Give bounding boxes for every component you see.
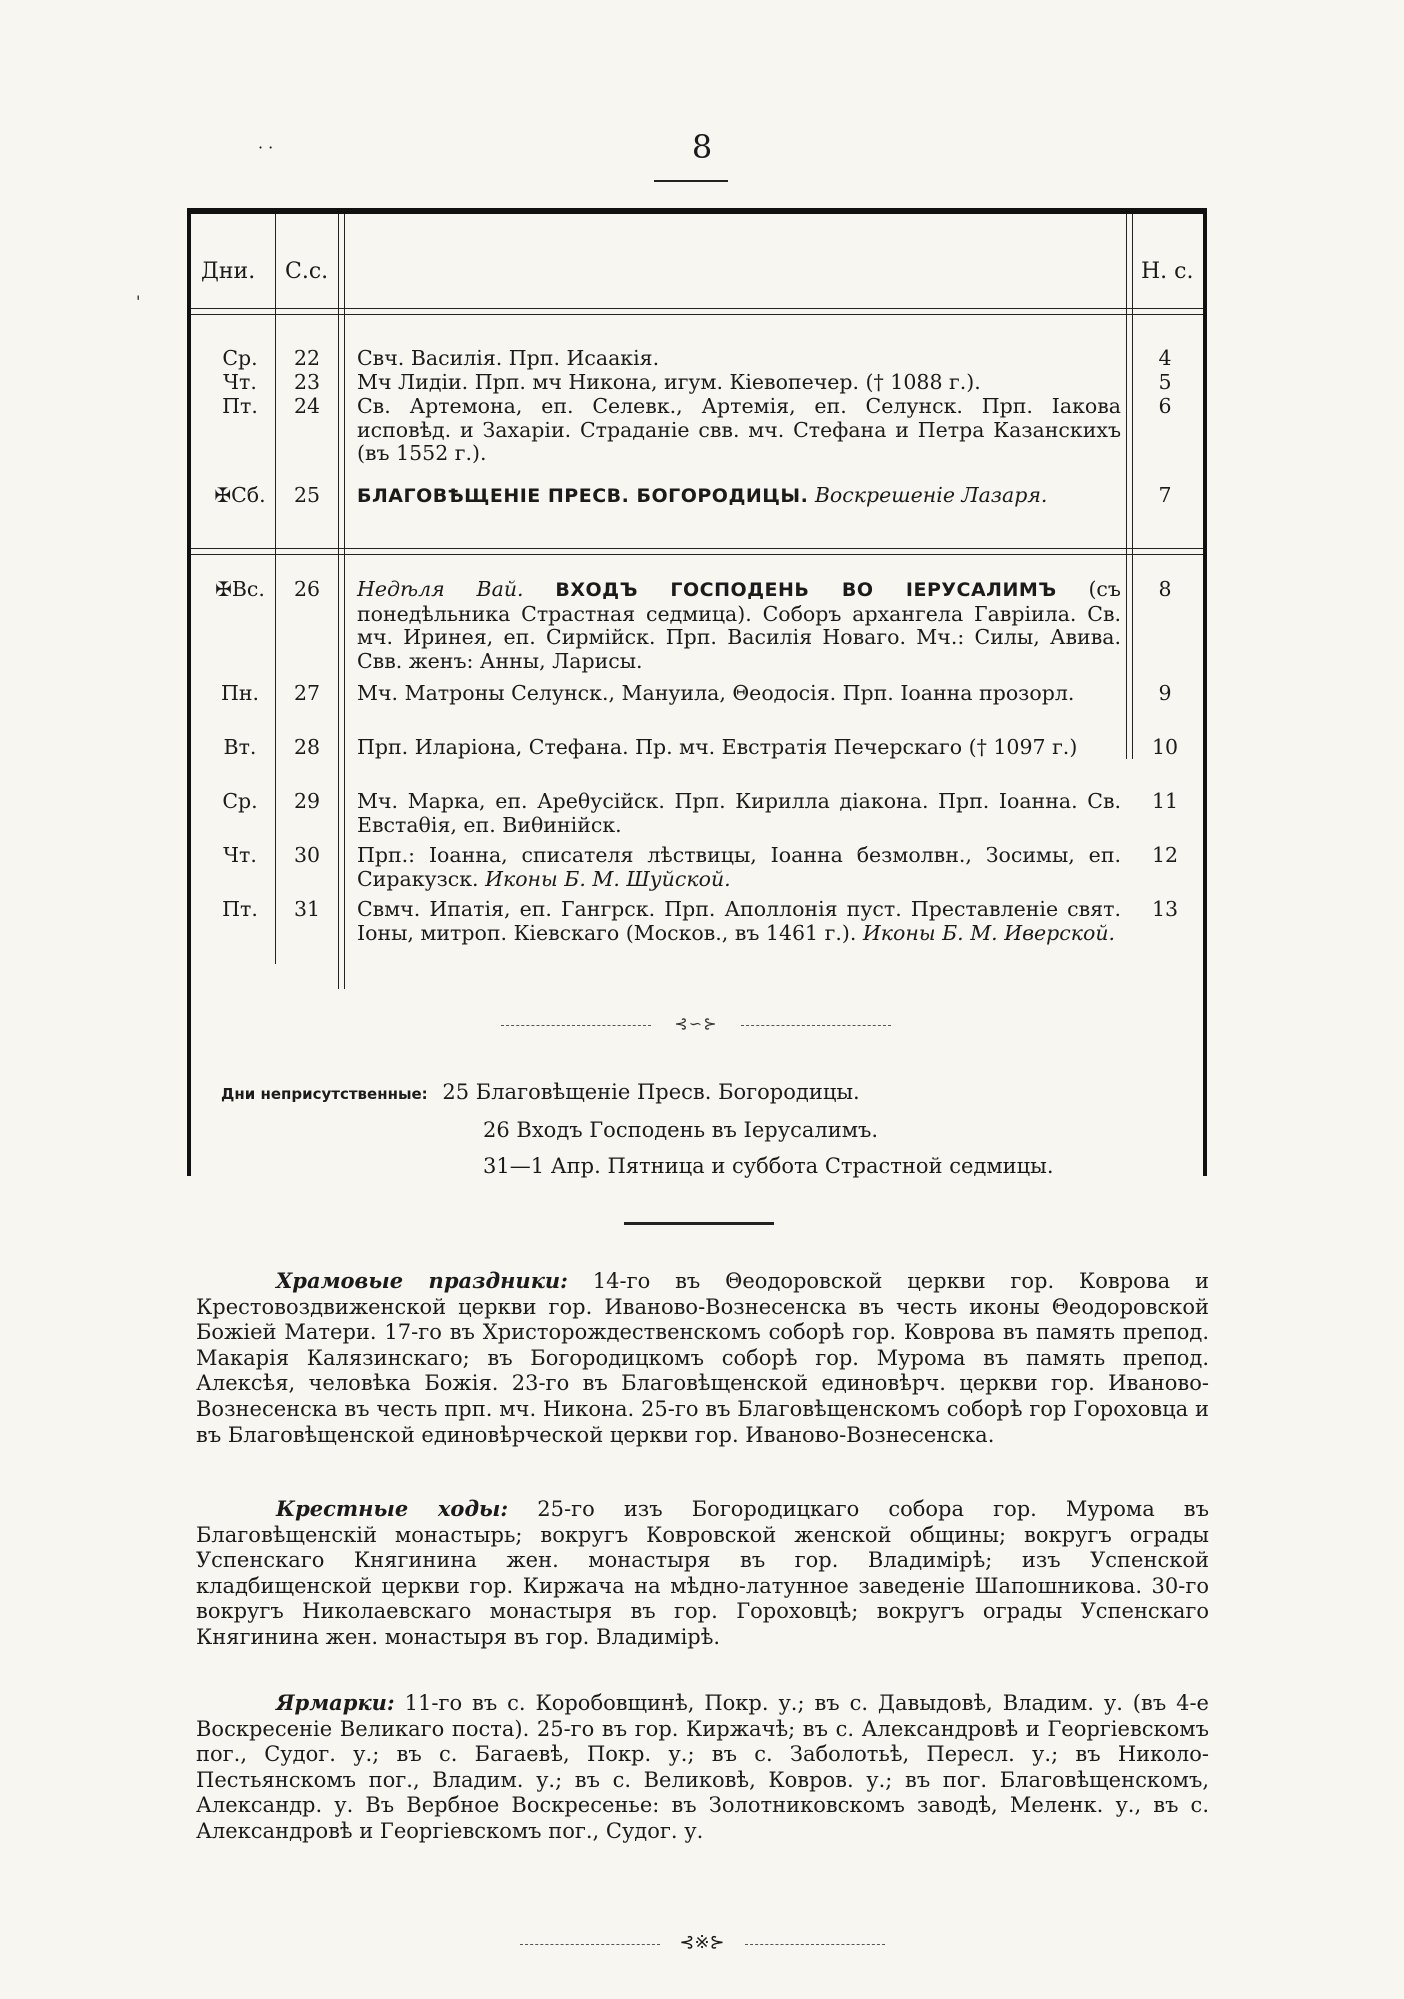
- header-days: Дни.: [201, 259, 256, 284]
- ornament: ⊰∽⊱: [674, 1014, 718, 1033]
- nonpresence-days: Дни неприсутственные: 25 Благовѣщеніе Пресв. Богородицы. 26 Входъ Господень въ Іерусалимъ. 31—1 Апр. Пятница и суббота Страстной седмицы.: [221, 1080, 1054, 1178]
- calendar-table: Дни. С.с. Н. с. Ср. 22 Свч. Василія. Прп. Исаакія. 4 Чт. 23 Мч Лидіи. Прп. мч Никона, игум. Кіевопечер. († 1088 г.). 5 Пт. 24 Св. Артемона, еп. Селевк., Артемія, еп. Селунск. Прп. Іакова исповѣд. и Захаріи. Страданіе свв. мч. Стефана и Петра Казанскихъ (въ 1552 г.). 6 ✠Сб. 25 БЛАГОВѢЩЕНІЕ ПРЕСВ. БОГОРОДИЦЫ. Воскрешеніе Лазаря. 7 ✠Вс. 26 Недѣля Вай. ВХОДЪ ГОСПОДЕНЬ ВО ІЕРУСАЛИМЪ (съ понедѣльника Страстная седмица). Соборъ архангела Гавріила. Св. мч. Иринея, еп. Сирмійск. Прп. Василія Новаго. Мч.: Силы, Авива. Свв. женъ: Анны, Ларисы. 8 Пн. 27 Мч. Матроны Селунск., Мануила, Θеодосія. Прп. Іоанна прозорл. 9 Вт. 28 Прп. Иларіона, Стефана. Пр. мч. Евстратія Печерскаго († 1097 г.) 10 Ср. 29 Мч. Марка, еп. Ареθусійск. Прп. Кирилла діакона. Прп. Іоанна. Св. Евстаθія, еп. Виθинійск. 11 Чт. 30 Прп.: Іоанна, списателя лѣствицы, Іоанна безмолвн., Зосимы, еп. Сиракузск. Иконы Б. М. Шуйской. 12 Пт. 31 Свмч. Ипатія, еп. Гангрск. Прп. Аполлонія пуст. Преставленіе свят. Іоны, митроп. Кіевскаго (Москов., въ 1461 г.). Иконы Б. М. Иверской. 13 ⊰∽⊱ Дни неприсутственные: 25 Благовѣщеніе Пресв. Богородицы. 26 Входъ Господень въ Іерусалимъ. 31—1 Апр. Пятница и суббота Страстной седмицы.: [187, 208, 1207, 1176]
- header-rule: [191, 314, 1203, 315]
- page-number: 8: [691, 128, 713, 166]
- ornament-line: [501, 1025, 651, 1026]
- ornament-line: [741, 1025, 891, 1026]
- cross-icon: ✠: [214, 483, 232, 507]
- col-line: [338, 214, 339, 989]
- header-rule: [191, 308, 1203, 309]
- col-line: [344, 214, 345, 989]
- processions-head: Крестные ходы:: [276, 1496, 509, 1521]
- col-line: [1126, 214, 1127, 759]
- temple-feasts: Храмовые праздники: 14-го въ Θеодоровской церкви гор. Коврова и Крестовоздвиженской церкви гор. Иваново-Вознесенска въ честь иконы Θеодоровской Божіей Матери. 17-го въ Христорождественскомъ соборѣ гор. Коврова въ память препод. Макарія Калязинскаго; въ Богородицкомъ соборѣ гор. Мурома въ память препод. Алексѣя, человѣка Божія. 23-го въ Благовѣщенской единовѣрч. церкви гор. Иваново-Вознесенска въ честь прп. мч. Никона. 25-го въ Благовѣщенскомъ соборѣ гор Гороховца и въ Благовѣщенской единовѣрческой церкви гор. Иваново-Вознесенска.: [196, 1268, 1209, 1447]
- margin-dots: · ·: [258, 138, 274, 157]
- header-ss: С.с.: [285, 259, 329, 284]
- fairs: Ярмарки: 11-го въ с. Коробовщинѣ, Покр. у.; въ с. Давыдовѣ, Владим. у. (въ 4-е Воскресеніе Великаго поста). 25-го въ гор. Киржачѣ; въ с. Александровѣ и Георгіевскомъ пог., Судог. у.; въ с. Багаевѣ, Покр. у.; въ с. Заболотьѣ, Пересл. у.; въ Николо-Пестьянскомъ пог., Владим. у.; въ с. Великовѣ, Ковров. у.; въ пог. Благовѣщенскомъ, Александр. у. Въ Вербное Воскресенье: въ Золотниковскомъ заводѣ, Меленк. у., въ с. Александровѣ и Георгіевскомъ пог., Судог. у.: [196, 1690, 1209, 1843]
- tail-ornament-line: [745, 1944, 885, 1945]
- page-number-rule: [654, 180, 728, 182]
- col-line: [1132, 214, 1133, 759]
- header-ns: Н. с.: [1141, 259, 1194, 284]
- week-rule: [191, 554, 1203, 555]
- nonpresence-label: Дни неприсутственные:: [221, 1085, 428, 1103]
- margin-tick: ': [136, 292, 141, 311]
- cross-icon: ✠: [215, 577, 232, 601]
- section-rule: [624, 1222, 774, 1225]
- tail-ornament: ⊰※⊱: [679, 1932, 725, 1953]
- fairs-head: Ярмарки:: [276, 1690, 395, 1715]
- processions: Крестные ходы: 25-го изъ Богородицкаго собора гор. Мурома въ Благовѣщенскій монастырь; вокругъ Ковровской женской общины; вокругъ ограды Успенскаго Княгинина жен. монастыря въ гор. Владимірѣ; изъ Успенской кладбищенской церкви гор. Киржача на мѣдно-латунное заведеніе Шапошникова. 30-го вокругъ Николаевскаго монастыря въ гор. Гороховцѣ; вокругъ ограды Успенскаго Княгинина жен. монастыря въ гор. Владимірѣ.: [196, 1496, 1209, 1649]
- week-rule: [191, 548, 1203, 549]
- temple-feasts-head: Храмовые праздники:: [276, 1268, 568, 1293]
